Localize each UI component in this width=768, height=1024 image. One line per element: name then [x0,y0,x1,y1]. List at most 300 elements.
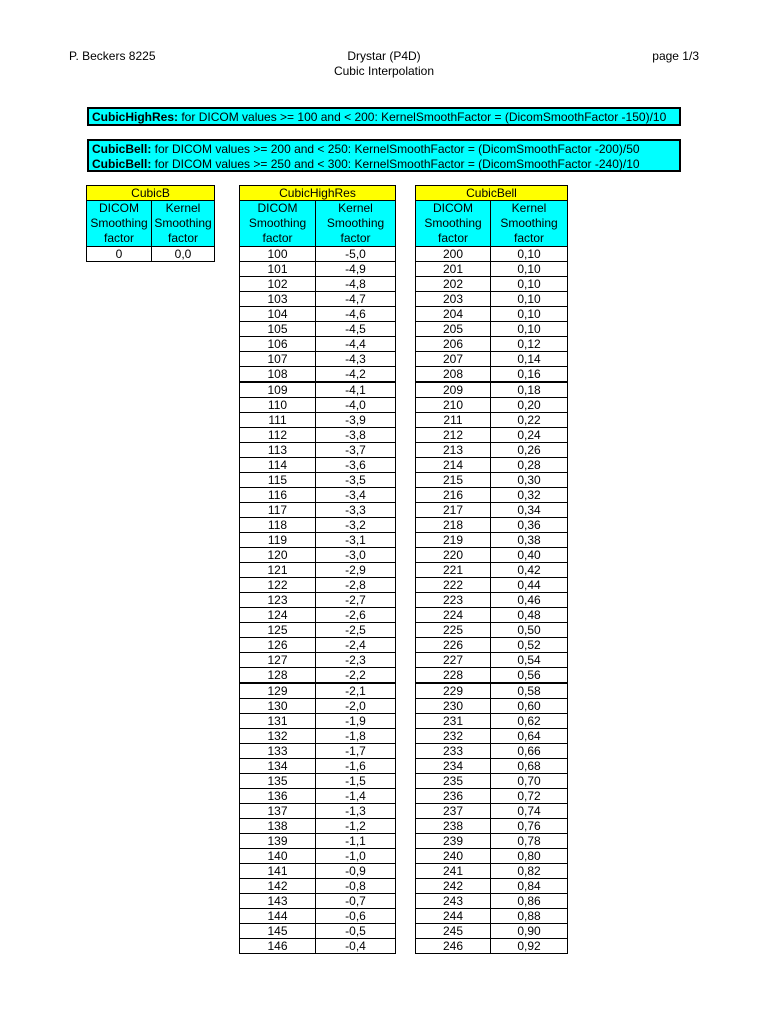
table-row [416,533,568,548]
kernel-cell: 0,30 [491,473,568,488]
table-row [416,458,568,473]
dicom-cell: 142 [240,879,316,894]
dicom-cell: 111 [240,413,316,428]
table-title: CubicHighRes [240,186,396,201]
table-row [240,909,396,924]
table-row [416,443,568,458]
table-row [240,804,396,819]
formula-box-highres [87,107,681,126]
kernel-cell: -3,8 [316,428,396,443]
dicom-cell: 133 [240,744,316,759]
dicom-cell: 201 [416,262,491,277]
kernel-cell: -1,8 [316,729,396,744]
dicom-cell: 110 [240,398,316,413]
kernel-cell: 0,74 [491,804,568,819]
kernel-cell: -2,0 [316,699,396,714]
table-cubichighres [239,185,396,954]
kernel-cell: -4,4 [316,337,396,352]
table-row [416,382,568,398]
table-row [416,488,568,503]
column-header-dicom: DICOM Smoothing factor [416,201,491,247]
table-row [416,277,568,292]
dicom-cell: 220 [416,548,491,563]
dicom-cell: 120 [240,548,316,563]
dicom-cell: 211 [416,413,491,428]
table-row [416,653,568,668]
dicom-cell: 136 [240,789,316,804]
kernel-cell: 0,36 [491,518,568,533]
kernel-cell: 0,70 [491,774,568,789]
kernel-cell: -2,5 [316,623,396,638]
table-row [416,714,568,729]
dicom-cell: 203 [416,292,491,307]
page-number: page 1/3 [652,49,699,63]
table-row [240,714,396,729]
kernel-cell: 0,62 [491,714,568,729]
table-row [416,774,568,789]
dicom-cell: 245 [416,924,491,939]
dicom-cell: 143 [240,894,316,909]
dicom-cell: 243 [416,894,491,909]
table-row [416,668,568,684]
dicom-cell: 219 [416,533,491,548]
table-row [240,247,396,262]
kernel-cell: -1,3 [316,804,396,819]
table-row [416,804,568,819]
table-row [240,699,396,714]
kernel-cell: -1,0 [316,849,396,864]
kernel-cell: 0,24 [491,428,568,443]
kernel-cell: -1,4 [316,789,396,804]
kernel-cell: 0,68 [491,759,568,774]
kernel-cell: -3,6 [316,458,396,473]
kernel-cell: 0,28 [491,458,568,473]
dicom-cell: 127 [240,653,316,668]
kernel-cell: -2,6 [316,608,396,623]
table-row [240,834,396,849]
kernel-cell: 0,22 [491,413,568,428]
dicom-cell: 126 [240,638,316,653]
dicom-cell: 131 [240,714,316,729]
kernel-cell: 0,72 [491,789,568,804]
table-title: CubicBell [416,186,568,201]
kernel-cell: -0,7 [316,894,396,909]
table-row [240,398,396,413]
table-row [240,864,396,879]
kernel-cell: -1,7 [316,744,396,759]
kernel-cell: -3,2 [316,518,396,533]
dicom-cell: 145 [240,924,316,939]
kernel-cell: 0,18 [491,382,568,398]
dicom-cell: 239 [416,834,491,849]
table-row [416,623,568,638]
table-row [240,849,396,864]
table-cubicb [86,185,215,262]
dicom-cell: 224 [416,608,491,623]
dicom-cell: 123 [240,593,316,608]
table-row [240,533,396,548]
dicom-cell: 204 [416,307,491,322]
dicom-cell: 244 [416,909,491,924]
kernel-cell: 0,20 [491,398,568,413]
dicom-cell: 232 [416,729,491,744]
table-row [416,413,568,428]
kernel-cell: 0,34 [491,503,568,518]
kernel-cell: -2,4 [316,638,396,653]
table-row [240,578,396,593]
kernel-cell: 0,60 [491,699,568,714]
table-row [240,668,396,684]
kernel-cell: -2,2 [316,668,396,684]
table-row [240,428,396,443]
table-row [240,443,396,458]
dicom-cell: 122 [240,578,316,593]
table-row [416,352,568,367]
kernel-cell: -2,9 [316,563,396,578]
table-row [240,548,396,563]
kernel-cell: -2,8 [316,578,396,593]
kernel-cell: -0,5 [316,924,396,939]
table-row [240,608,396,623]
kernel-cell: -3,9 [316,413,396,428]
table-row [240,382,396,398]
dicom-cell: 226 [416,638,491,653]
column-header-kernel: Kernel Smoothing factor [316,201,396,247]
dicom-cell: 238 [416,819,491,834]
dicom-cell: 209 [416,382,491,398]
dicom-cell: 130 [240,699,316,714]
dicom-cell: 230 [416,699,491,714]
table-row [240,518,396,533]
kernel-cell: -4,1 [316,382,396,398]
formula-label: CubicBell: [92,157,152,171]
kernel-cell: 0,16 [491,367,568,383]
dicom-cell: 124 [240,608,316,623]
dicom-cell: 234 [416,759,491,774]
table-row [240,879,396,894]
dicom-cell: 113 [240,443,316,458]
dicom-cell: 215 [416,473,491,488]
table-row [240,789,396,804]
table-row [416,729,568,744]
dicom-cell: 241 [416,864,491,879]
table-row [240,337,396,352]
dicom-cell: 116 [240,488,316,503]
table-row [416,518,568,533]
kernel-cell: -2,1 [316,683,396,699]
kernel-cell: 0,32 [491,488,568,503]
table-row [416,503,568,518]
table-row [240,473,396,488]
dicom-cell: 222 [416,578,491,593]
dicom-cell: 228 [416,668,491,684]
kernel-cell: 0,10 [491,247,568,262]
kernel-cell: -4,9 [316,262,396,277]
dicom-cell: 100 [240,247,316,262]
dicom-cell: 135 [240,774,316,789]
dicom-cell: 236 [416,789,491,804]
column-header-dicom: DICOM Smoothing factor [240,201,316,247]
table-row [416,683,568,699]
kernel-cell: 0,76 [491,819,568,834]
dicom-cell: 235 [416,774,491,789]
dicom-cell: 231 [416,714,491,729]
kernel-cell: 0,86 [491,894,568,909]
table-row [416,322,568,337]
kernel-cell: -4,7 [316,292,396,307]
table-row [416,593,568,608]
dicom-cell: 137 [240,804,316,819]
kernel-cell: 0,48 [491,608,568,623]
kernel-cell: -0,8 [316,879,396,894]
dicom-cell: 212 [416,428,491,443]
dicom-cell: 206 [416,337,491,352]
table-row [416,548,568,563]
dicom-cell: 106 [240,337,316,352]
dicom-cell: 105 [240,322,316,337]
dicom-cell: 227 [416,653,491,668]
table-row [416,894,568,909]
kernel-cell: -4,2 [316,367,396,383]
kernel-cell: 0,10 [491,322,568,337]
kernel-cell: 0,14 [491,352,568,367]
document-subtitle: Cubic Interpolation [333,64,435,78]
dicom-cell: 128 [240,668,316,684]
table-row [416,638,568,653]
kernel-cell: 0,52 [491,638,568,653]
table-row [416,367,568,383]
table-row [240,458,396,473]
table-row [240,307,396,322]
kernel-cell: -3,4 [316,488,396,503]
kernel-cell: -4,5 [316,322,396,337]
table-row [240,322,396,337]
kernel-cell: 0,40 [491,548,568,563]
kernel-cell: 0,12 [491,337,568,352]
dicom-cell: 242 [416,879,491,894]
table-row [416,428,568,443]
dicom-cell: 210 [416,398,491,413]
dicom-cell: 146 [240,939,316,954]
kernel-cell: 0,10 [491,277,568,292]
dicom-cell: 109 [240,382,316,398]
table-row [416,563,568,578]
dicom-cell: 223 [416,593,491,608]
kernel-cell: 0,42 [491,563,568,578]
table-row [416,759,568,774]
kernel-cell: 0,58 [491,683,568,699]
table-row [416,307,568,322]
kernel-cell: -1,5 [316,774,396,789]
table-row [416,744,568,759]
dicom-cell: 237 [416,804,491,819]
table-row [240,638,396,653]
dicom-cell: 218 [416,518,491,533]
dicom-cell: 139 [240,834,316,849]
column-header-kernel: Kernel Smoothing factor [152,201,215,247]
dicom-cell: 225 [416,623,491,638]
kernel-cell: -3,0 [316,548,396,563]
table-row [416,849,568,864]
dicom-cell: 213 [416,443,491,458]
kernel-cell: 0,92 [491,939,568,954]
kernel-cell: 0,50 [491,623,568,638]
kernel-cell: 0,64 [491,729,568,744]
kernel-cell: 0,10 [491,262,568,277]
table-row [416,819,568,834]
table-row [87,247,215,262]
kernel-cell: -4,6 [316,307,396,322]
dicom-cell: 107 [240,352,316,367]
dicom-cell: 229 [416,683,491,699]
dicom-cell: 200 [416,247,491,262]
dicom-cell: 129 [240,683,316,699]
kernel-cell: 0,82 [491,864,568,879]
dicom-cell: 134 [240,759,316,774]
column-header-dicom: DICOM Smoothing factor [87,201,152,247]
dicom-cell: 115 [240,473,316,488]
kernel-cell: -1,9 [316,714,396,729]
formula-text: for DICOM values >= 200 and < 250: KernelSmoothFactor = (DicomSmoothFactor -200)/50 [151,142,640,156]
table-row [416,699,568,714]
kernel-cell: -0,9 [316,864,396,879]
table-row [240,924,396,939]
kernel-cell: 0,44 [491,578,568,593]
kernel-cell: -2,7 [316,593,396,608]
table-row [416,789,568,804]
table-row [240,563,396,578]
dicom-cell: 102 [240,277,316,292]
formula-label: CubicHighRes: [92,110,179,124]
dicom-cell: 125 [240,623,316,638]
dicom-cell: 233 [416,744,491,759]
dicom-cell: 101 [240,262,316,277]
table-row [416,398,568,413]
kernel-cell: -4,8 [316,277,396,292]
table-title: CubicB [87,186,215,201]
kernel-cell: -1,1 [316,834,396,849]
formula-box-bell [87,139,681,172]
kernel-cell: 0,66 [491,744,568,759]
kernel-cell: 0,56 [491,668,568,684]
kernel-cell: 0,10 [491,307,568,322]
table-row [240,683,396,699]
dicom-cell: 205 [416,322,491,337]
table-row [240,292,396,307]
kernel-cell: -2,3 [316,653,396,668]
table-row [240,352,396,367]
kernel-cell: -5,0 [316,247,396,262]
dicom-cell: 202 [416,277,491,292]
formula-text: for DICOM values >= 100 and < 200: KernelSmoothFactor = (DicomSmoothFactor -150)/10 [178,110,667,124]
table-row [240,819,396,834]
dicom-cell: 119 [240,533,316,548]
dicom-cell: 0 [87,247,152,262]
kernel-cell: 0,38 [491,533,568,548]
kernel-cell: 0,88 [491,909,568,924]
dicom-cell: 221 [416,563,491,578]
table-row [240,653,396,668]
dicom-cell: 208 [416,367,491,383]
dicom-cell: 112 [240,428,316,443]
table-row [240,939,396,954]
table-row [240,894,396,909]
kernel-cell: 0,78 [491,834,568,849]
formula-text: for DICOM values >= 250 and < 300: KernelSmoothFactor = (DicomSmoothFactor -240)/10 [151,157,640,171]
dicom-cell: 138 [240,819,316,834]
table-cubicbell [415,185,568,954]
dicom-cell: 214 [416,458,491,473]
dicom-cell: 108 [240,367,316,383]
kernel-cell: 0,90 [491,924,568,939]
table-row [416,834,568,849]
dicom-cell: 121 [240,563,316,578]
dicom-cell: 246 [416,939,491,954]
kernel-cell: -1,2 [316,819,396,834]
formula-label: CubicBell: [92,142,152,156]
kernel-cell: -0,4 [316,939,396,954]
table-row [240,593,396,608]
table-row [416,879,568,894]
table-row [416,909,568,924]
table-row [240,488,396,503]
dicom-cell: 132 [240,729,316,744]
author-label: P. Beckers 8225 [69,49,156,63]
table-row [416,473,568,488]
dicom-cell: 216 [416,488,491,503]
kernel-cell: -1,6 [316,759,396,774]
kernel-cell: 0,80 [491,849,568,864]
table-row [416,924,568,939]
table-row [240,413,396,428]
table-row [416,578,568,593]
table-row [240,503,396,518]
kernel-cell: 0,0 [152,247,215,262]
kernel-cell: -3,5 [316,473,396,488]
table-row [416,337,568,352]
dicom-cell: 207 [416,352,491,367]
kernel-cell: -3,1 [316,533,396,548]
table-row [416,292,568,307]
dicom-cell: 104 [240,307,316,322]
kernel-cell: 0,10 [491,292,568,307]
dicom-cell: 118 [240,518,316,533]
table-row [240,729,396,744]
kernel-cell: -0,6 [316,909,396,924]
table-row [416,247,568,262]
table-row [416,608,568,623]
dicom-cell: 114 [240,458,316,473]
table-row [240,367,396,383]
table-row [416,864,568,879]
table-row [240,262,396,277]
kernel-cell: 0,46 [491,593,568,608]
table-row [416,262,568,277]
dicom-cell: 144 [240,909,316,924]
kernel-cell: 0,84 [491,879,568,894]
dicom-cell: 240 [416,849,491,864]
kernel-cell: -4,0 [316,398,396,413]
kernel-cell: 0,26 [491,443,568,458]
table-row [240,623,396,638]
table-row [240,744,396,759]
table-row [240,774,396,789]
table-row [240,277,396,292]
dicom-cell: 141 [240,864,316,879]
dicom-cell: 103 [240,292,316,307]
document-title: Drystar (P4D) [347,49,421,63]
kernel-cell: -3,3 [316,503,396,518]
